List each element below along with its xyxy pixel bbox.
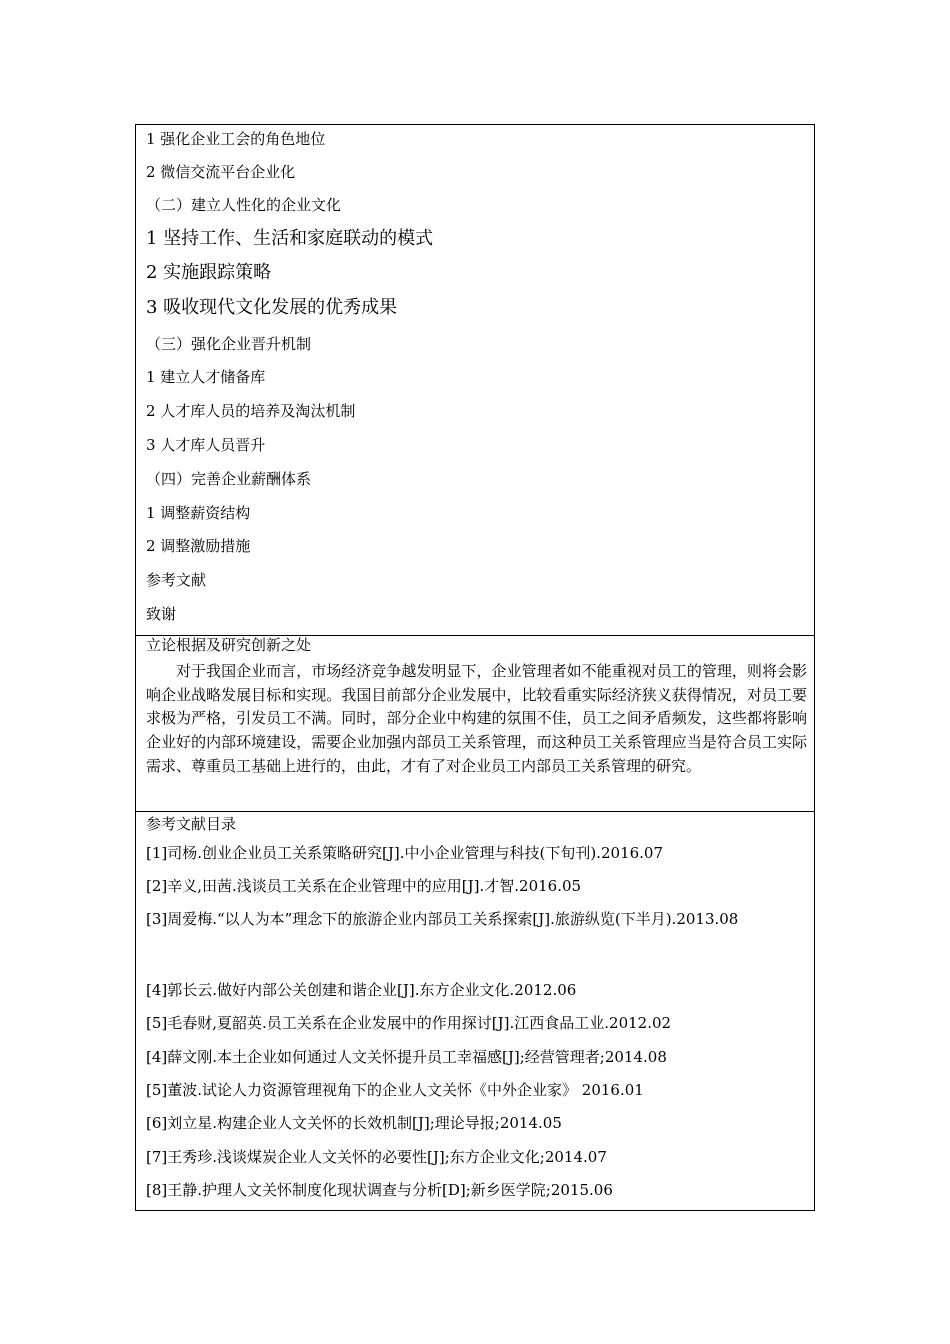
- proposal-table: [135, 124, 815, 1211]
- outline-item: 2 微信交流平台企业化: [146, 163, 296, 181]
- reference-item: [7]王秀珍.浅谈煤炭企业人文关怀的必要性[J];东方企业文化;2014.07: [146, 1148, 607, 1166]
- reference-item: [6]刘立星.构建企业人文关怀的长效机制[J];理论导报;2014.05: [146, 1114, 562, 1132]
- reference-item: [3]周爱梅.“以人为本”理念下的旅游企业内部员工关系探索[J].旅游纵览(下半月).2013.08: [146, 910, 739, 928]
- outline-heading: （四）完善企业薪酬体系: [146, 470, 312, 488]
- reference-item: [5]毛春财,夏韶英.员工关系在企业发展中的作用探讨[J].江西食品工业.2012.02: [146, 1014, 672, 1032]
- outline-item: 3 吸收现代文化发展的优秀成果: [146, 297, 398, 318]
- outline-item: 2 调整激励措施: [146, 537, 251, 555]
- outline-item: 3 人才库人员晋升: [146, 436, 266, 454]
- reference-item: [2]辛义,田茜.浅谈员工关系在企业管理中的应用[J].才智.2016.05: [146, 877, 582, 895]
- outline-item: 1 建立人才储备库: [146, 368, 266, 386]
- outline-item: 1 调整薪资结构: [146, 504, 251, 522]
- basis-section: [136, 636, 814, 812]
- basis-paragraph: 对于我国企业而言，市场经济竞争越发明显下，企业管理者如不能重视对员工的管理，则将会影响企业战略发展目标和实现。我国目前部分企业发展中，比较看重实际经济狭义获得情况，对员工要求极为严格，引发员工不满。同时，部分企业中构建的氛围不佳，员工之间矛盾频发，这些都将影响企业好的内部环境建设，需要企业加强内部员工关系管理，而这种员工关系管理应当是符合员工实际需求、尊重员工基础上进行的，由此，才有了对企业员工内部员工关系管理的研究。: [146, 662, 807, 775]
- section-title: 立论根据及研究创新之处: [146, 636, 312, 654]
- outline-item: 参考文献: [146, 571, 207, 589]
- outline-item: 2 人才库人员的培养及淘汰机制: [146, 402, 356, 420]
- outline-item: 致谢: [146, 605, 177, 623]
- section-title: 参考文献目录: [146, 815, 237, 833]
- reference-item: [4]郭长云.做好内部公关创建和谐企业[J].东方企业文化.2012.06: [146, 981, 577, 999]
- outline-item: 1 坚持工作、生活和家庭联动的模式: [146, 228, 434, 249]
- outline-section: [136, 125, 814, 636]
- outline-heading: （二）建立人性化的企业文化: [146, 196, 342, 214]
- reference-item: [4]薛文刚.本土企业如何通过人文关怀提升员工幸福感[J];经营管理者;2014.08: [146, 1048, 667, 1066]
- reference-item: [1]司杨.创业企业员工关系策略研究[J].中小企业管理与科技(下旬刊).2016.07: [146, 844, 664, 862]
- references-section: [136, 812, 814, 1210]
- outline-item: 2 实施跟踪策略: [146, 262, 272, 283]
- outline-heading: （三）强化企业晋升机制: [146, 335, 312, 353]
- outline-item: 1 强化企业工会的角色地位: [146, 130, 326, 148]
- reference-item: [5]董波.试论人力资源管理视角下的企业人文关怀《中外企业家》 2016.01: [146, 1081, 644, 1099]
- reference-item: [8]王静.护理人文关怀制度化现状调查与分析[D];新乡医学院;2015.06: [146, 1181, 613, 1199]
